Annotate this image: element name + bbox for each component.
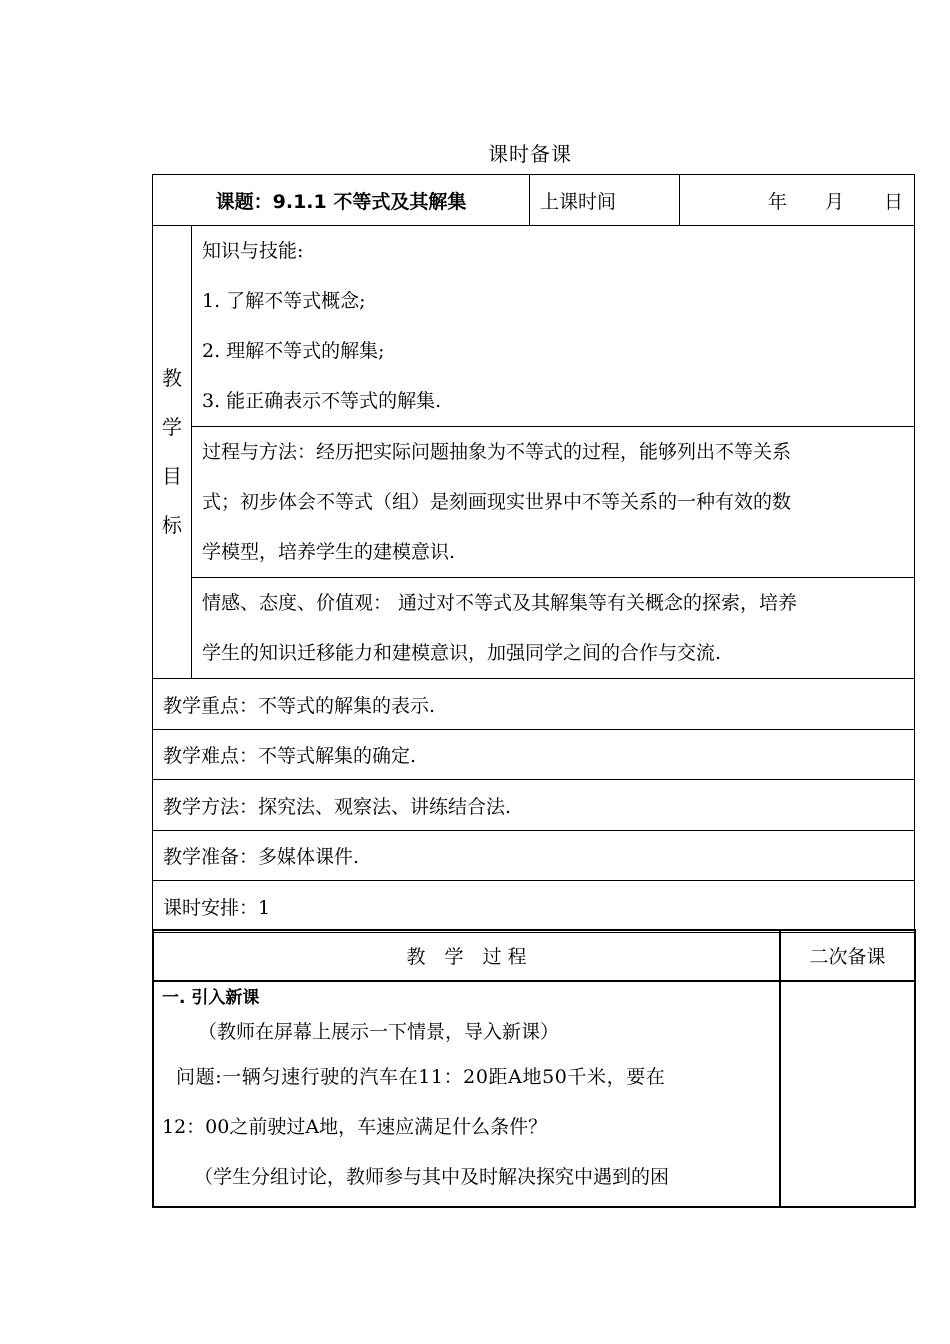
process-content	[153, 981, 780, 1207]
page-title: 课时备课	[488, 142, 572, 166]
method-row: 教学方法：探究法、观察法、讲练结合法.	[153, 780, 915, 831]
date-day: 日	[884, 190, 904, 213]
schedule-row: 课时安排：1	[153, 881, 915, 933]
difficulty-row: 教学难点：不等式解集的确定.	[153, 730, 915, 780]
key-point-row: 教学重点：不等式的解集的表示.	[153, 679, 915, 730]
objectives-label: 教 学 目 标	[153, 226, 192, 679]
process-line: （教师在屏幕上展示一下情景，导入新课）	[198, 1021, 560, 1043]
process-objectives: 过程与方法：经历把实际问题抽象为不等式的过程，能够列出不等关系 式；初步体会不等式（组）是刻画现实世界中不等关系的一种有效的数 学模型，培养学生的建模意识.	[192, 427, 915, 578]
knowledge-item: 2. 理解不等式的解集;	[202, 340, 385, 362]
date-month: 月	[825, 190, 845, 213]
process-line: 12：00之前驶过A地，车速应满足什么条件？	[162, 1116, 548, 1138]
process-header: 教 学 过 程	[153, 930, 780, 981]
knowledge-item: 3. 能正确表示不等式的解集.	[202, 390, 442, 412]
knowledge-objectives	[192, 226, 915, 427]
section-title: 一. 引入新课	[162, 988, 260, 1008]
emotion-objectives: 情感、态度、价值观： 通过对不等式及其解集等有关概念的探索，培养 学生的知识迁移能力和建模意识，加强同学之间的合作与交流.	[192, 578, 915, 679]
knowledge-heading: 知识与技能:	[202, 240, 304, 262]
knowledge-item: 1. 了解不等式概念;	[202, 290, 366, 312]
class-time-label: 上课时间	[530, 175, 680, 226]
lesson-info-table	[152, 174, 915, 933]
teaching-process-table	[152, 929, 916, 1208]
lesson-subject: 课题：9.1.1 不等式及其解集	[153, 175, 530, 226]
date-year: 年	[768, 190, 788, 213]
second-prep-content	[780, 981, 915, 1207]
process-line: 问题:一辆匀速行驶的汽车在11：20距A地50千米，要在	[176, 1066, 666, 1088]
preparation-row: 教学准备：多媒体课件.	[153, 831, 915, 881]
class-date	[680, 175, 915, 226]
process-line: （学生分组讨论，教师参与其中及时解决探究中遇到的困	[194, 1166, 670, 1188]
second-prep-header: 二次备课	[780, 930, 915, 981]
